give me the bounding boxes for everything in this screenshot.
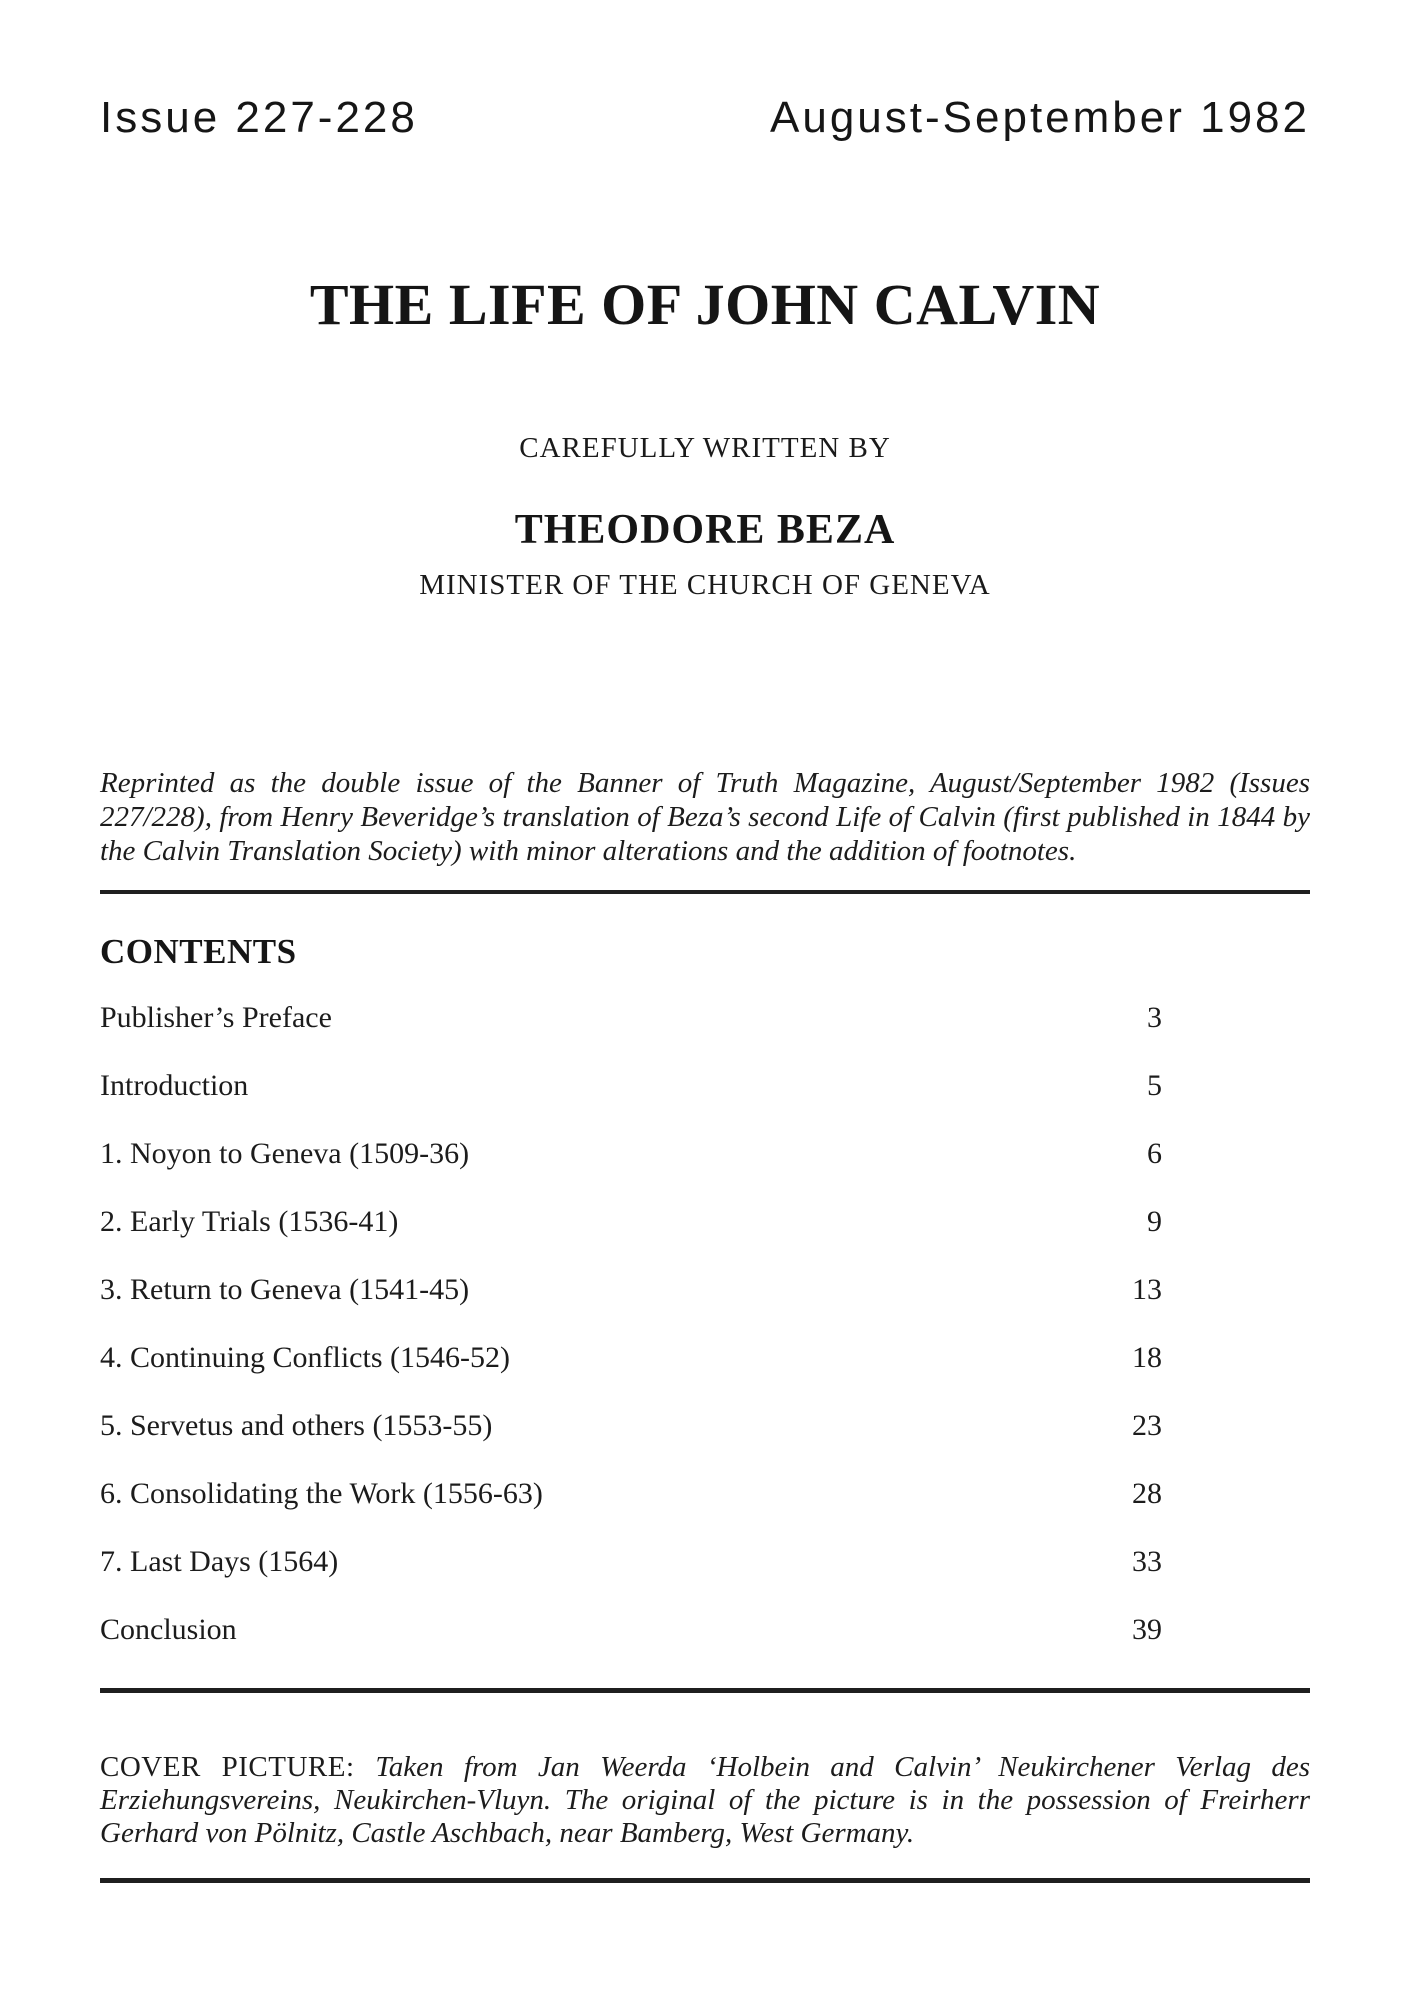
toc-entry-page: 9 (1147, 1205, 1162, 1238)
toc-entry-label: Conclusion (100, 1613, 237, 1646)
toc-row (100, 1409, 1310, 1443)
toc-row (100, 1545, 1310, 1579)
toc-entry-label: Introduction (100, 1069, 249, 1102)
byline: CAREFULLY WRITTEN BY (519, 432, 891, 464)
toc-row (100, 1273, 1310, 1307)
toc-entry-page: 18 (1132, 1341, 1162, 1374)
author-name: THEODORE BEZA (514, 507, 896, 553)
toc-entry-page: 13 (1132, 1273, 1162, 1306)
issue-date: August-September 1982 (770, 93, 1310, 142)
divider-top (100, 890, 1310, 894)
toc-entry-page: 5 (1147, 1069, 1162, 1102)
toc-row (100, 1205, 1310, 1239)
cover-picture-text: Taken from Jan Weerda ‘Holbein and Calvin’ Neukirchener Verlag des Erziehungsvereins, Neukirchen-Vluyn. The original of the picture is in the possession of Freirherr Gerhard von Pölnitz, Castle Aschbach, near Bamberg, West Germany. (100, 1751, 1310, 1849)
toc-entry-page: 3 (1147, 1001, 1162, 1034)
toc-entry-label: 6. Consolidating the Work (1556-63) (100, 1477, 543, 1510)
toc-entry-label: 7. Last Days (1564) (100, 1545, 339, 1578)
cover-picture-label: COVER PICTURE: (100, 1751, 376, 1783)
toc-row (100, 1341, 1310, 1375)
reprint-note: Reprinted as the double issue of the Banner of Truth Magazine, August/September 1982 (Issues 227/228), from Henry Beveridge’s translation of Beza’s second Life of Calvin (first published in 1844 by the Calvin Translation Society) with minor alterations and the addition of footnotes. (100, 767, 1310, 867)
divider-bottom (100, 1878, 1310, 1883)
divider-middle (100, 1688, 1310, 1693)
toc-entry-label: 3. Return to Geneva (1541-45) (100, 1273, 470, 1306)
toc-row (100, 1137, 1310, 1171)
toc-entry-page: 33 (1132, 1545, 1162, 1578)
cover-picture-note (100, 1751, 1310, 1850)
masthead (100, 95, 1310, 141)
author-subtitle: MINISTER OF THE CHURCH OF GENEVA (419, 569, 991, 601)
toc-entry-label: 1. Noyon to Geneva (1509-36) (100, 1137, 470, 1170)
table-of-contents (100, 1001, 1310, 1647)
toc-entry-page: 39 (1132, 1613, 1162, 1646)
toc-row (100, 1613, 1310, 1647)
page-title: THE LIFE OF JOHN CALVIN (309, 272, 1101, 337)
toc-row (100, 1001, 1310, 1035)
issue-number: Issue 227-228 (100, 93, 418, 142)
toc-entry-label: 2. Early Trials (1536-41) (100, 1205, 399, 1238)
toc-entry-page: 23 (1132, 1409, 1162, 1442)
toc-entry-page: 6 (1147, 1137, 1162, 1170)
toc-entry-page: 28 (1132, 1477, 1162, 1510)
toc-entry-label: Publisher’s Preface (100, 1001, 332, 1034)
toc-entry-label: 5. Servetus and others (1553-55) (100, 1409, 493, 1442)
toc-row (100, 1477, 1310, 1511)
toc-entry-label: 4. Continuing Conflicts (1546-52) (100, 1341, 510, 1374)
toc-row (100, 1069, 1310, 1103)
contents-heading: CONTENTS (100, 932, 297, 971)
